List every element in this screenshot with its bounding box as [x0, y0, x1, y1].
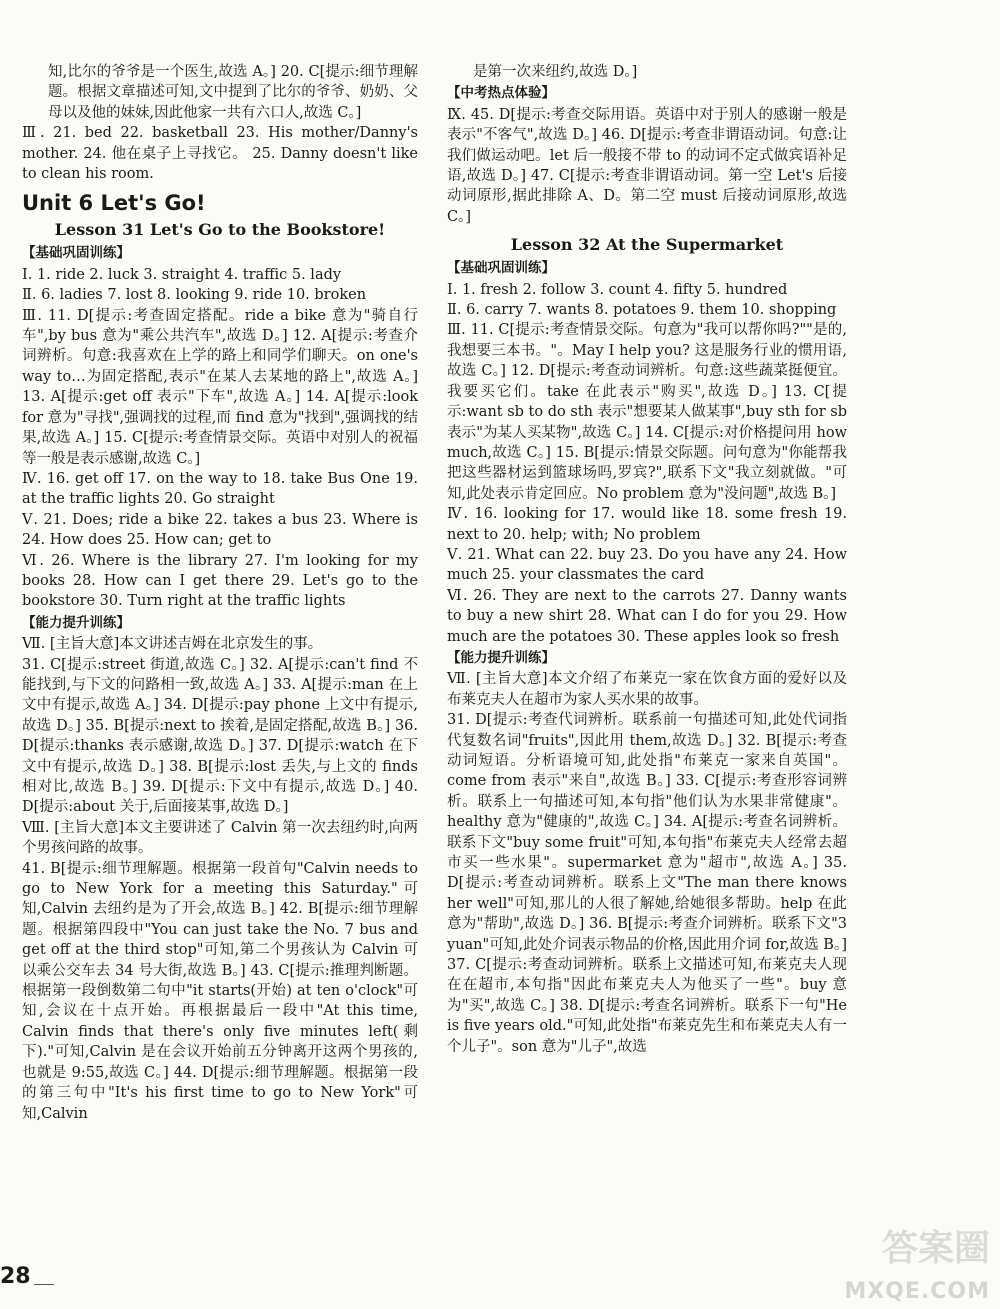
- paragraph: Ⅲ. 11. D[提示:考查固定搭配。ride a bike 意为"骑自行车",by bus 意为"乘公共汽车",故选 D。] 12. A[提示:考查介词辨析。句意:我喜欢在上学的路上和同学们聊天。on one's way to…为固定搭配,表示"在某人去某地的路上",故选 A。] 13. A[提示:get off 表示"下车",故选 A。] 14. A[提示:look for 意为"寻找",强调找的过程,而 find 意为"找到",强调找的结果,故选 A。] 15. C[提示:考查情景交际。英语中对别人的祝福等一般是表示感谢,故选 C。]: [22, 307, 418, 467]
- unit-title: Unit 6 Let's Go!: [22, 191, 206, 216]
- paragraph: Ⅳ. 16. get off 17. on the way to 18. take Bus One 19. at the traffic lights 20. Go straight: [22, 470, 418, 508]
- paragraph: Ⅸ. 45. D[提示:考查交际用语。英语中对于别人的感谢一般是表示"不客气",故选 D。] 46. D[提示:考查非谓语动词。句意:让我们做运动吧。let 后一般接不带 to 的动词不定式做宾语补足语,故选 D。] 47. C[提示:考查非谓语动词。第一空 Let's 后接动词原形,据此排除 A、D。第二空 must 后接动词原形,故选 C。]: [447, 106, 847, 225]
- paragraph: Ⅱ. 6. ladies 7. lost 8. looking 9. ride 10. broken: [22, 287, 367, 304]
- watermark-site: MXQE.COM: [844, 1279, 990, 1304]
- watermark-logo: [836, 1218, 996, 1306]
- paragraph: Ⅶ. [主旨大意]本文讲述吉姆在北京发生的事。: [22, 636, 323, 653]
- footer-rule: [34, 1284, 54, 1285]
- paragraph: Ⅴ. 21. Does; ride a bike 22. takes a bus 23. Where is 24. How does 25. How can; get to: [22, 511, 418, 549]
- paragraph: Ⅴ. 21. What can 22. buy 23. Do you have any 24. How much 25. your classmates the card: [447, 546, 847, 584]
- paragraph: Ⅷ. [主旨大意]本文主要讲述了 Calvin 第一次去纽约时,向两个男孩问路的故事。: [22, 819, 418, 857]
- section-heading: 【基础巩固训练】: [22, 245, 130, 262]
- page-number: 28: [0, 1264, 31, 1289]
- watermark-mark: 答案圈: [881, 1228, 990, 1269]
- paragraph: Ⅱ. 6. carry 7. wants 8. potatoes 9. them 10. shopping: [447, 302, 837, 319]
- paragraph: Ⅵ. 26. Where is the library 27. I'm looking for my books 28. How can I get there 29. Let's go to the bookstore 30. Turn right at the traffic lights: [22, 552, 418, 610]
- paragraph: Ⅲ. 11. C[提示:考查情景交际。句意为"我可以帮你吗?""是的,我想要三本书。"。May I help you? 这是服务行业的惯用语,故选 C。] 12. D[提示:考查动词辨析。句意:这些蔬菜挺便宜。我要买它们。take 在此表示"购买",故选 D。] 13. C[提示:want sb to do sth 表示"想要某人做某事",buy sth for sb 表示"为某人买某物",故选 C。] 14. C[提示:对价格提问用 how much,故选 C。] 15. B[提示:情景交际题。问句意为"你能帮我把这些器材运到篮球场吗,罗宾?",联系下文"我立刻就做。"可知,此处表示肯定回应。No problem 意为"没问题",故选 B。]: [447, 322, 847, 502]
- paragraph: Ⅰ. 1. fresh 2. follow 3. count 4. fifty 5. hundred: [447, 281, 788, 298]
- paragraph: 41. B[提示:细节理解题。根据第一段首句"Calvin needs to go to New York for a meeting this Saturday."可知,Calvin 去纽约是为了开会,故选 B。] 42. B[提示:细节理解题。根据第四段中"You can just take the No. 7 bus and get off at the third stop"可知,第二个男孩认为 Calvin 可以乘公交车去 34 号大街,故选 B。] 43. C[提示:推理判断题。根据第一段倒数第二句中"it starts(开始) at ten o'clock"可知,会议在十点开始。再根据最后一段中"At this time, Calvin finds that there's only five minutes left(剩下)."可知,Calvin 是在会议开始前五分钟离开这两个男孩的,也就是 9:55,故选 C。] 44. D[提示:细节理解题。根据第一段的第三句中"It's his first time to go to New York"可知,Calvin: [22, 860, 418, 1122]
- paragraph: 31. C[提示:street 街道,故选 C。] 32. A[提示:can't find 不能找到,与下文的问路相一致,故选 A。] 33. A[提示:man 在上文中有提示,故选 A。] 34. D[提示:pay phone 上文中有提示,故选 D。] 35. B[提示:next to 挨着,是固定搭配,故选 B。] 36. D[提示:thanks 表示感谢,故选 D。] 37. D[提示:watch 在下文中有提示,故选 D。] 38. B[提示:lost 丢失,与上文的 finds 相对比,故选 B。] 39. D[提示:下文中有提示,故选 D。] 40. D[提示:about 关于,后面接某事,故选 D。]: [22, 656, 418, 816]
- paragraph: Ⅳ. 16. looking for 17. would like 18. some fresh 19. next to 20. help; with; No problem: [447, 506, 847, 543]
- paragraph: 知,比尔的爷爷是一个医生,故选 A。] 20. C[提示:细节理解题。根据文章描述可知,文中提到了比尔的爷爷、奶奶、父母以及他的妹妹,因此他家一共有六口人,故选 C。]: [48, 64, 418, 121]
- section-heading: 【能力提升训练】: [447, 649, 555, 666]
- left-column: [22, 62, 418, 1124]
- section-heading: 【中考热点体验】: [447, 85, 555, 102]
- paragraph: 31. D[提示:考查代词辨析。联系前一句描述可知,此处代词指代复数名词"fruits",因此用 them,故选 D。] 32. B[提示:考查动词短语。分析语境可知,此处指"布莱克一家来自英国"。come from 表示"来自",故选 B。] 33. C[提示:考查形容词辨析。联系上一句描述可知,本句指"他们认为水果非常健康"。healthy 意为"健康的",故选 C。] 34. A[提示:考查名词辨析。联系下文"buy some fruit"可知,本句指"布莱克夫人经常去超市买一些水果"。supermarket 意为"超市",故选 A。] 35. D[提示:考查动词辨析。联系上文"The man there knows her well"可知,那儿的人很了解她,给她很多帮助。help 在此意为"帮助",故选 D。] 36. B[提示:考查介词辨析。联系下文"3 yuan"可知,此处介词表示物品的价格,因此用介词 for,故选 B。] 37. C[提示:考查动词辨析。联系上文描述可知,布莱克夫人现在在超市,本句指"因此布莱克夫人为他买了一些"。buy 意为"买",故选 C。] 38. D[提示:考查名词辨析。联系下一句"He is five years old."可知,此处指"布莱克先生和布莱克夫人有一个儿子"。son 意为"儿子",故选: [447, 712, 847, 1055]
- paragraph: 是第一次来纽约,故选 D。]: [473, 64, 638, 80]
- lesson-title: Lesson 32 At the Supermarket: [510, 235, 784, 255]
- paragraph: Ⅶ. [主旨大意]本文介绍了布莱克一家在饮食方面的爱好以及布莱克夫人在超市为家人买水果的故事。: [447, 671, 847, 708]
- section-heading: 【基础巩固训练】: [447, 260, 555, 277]
- paragraph: Ⅲ. 21. bed 22. basketball 23. His mother/Danny's mother. 24. 他在桌子上寻找它。 25. Danny doesn't like to clean his room.: [22, 125, 418, 183]
- lesson-title: Lesson 31 Let's Go to the Bookstore!: [54, 220, 386, 240]
- right-column: [447, 62, 847, 1057]
- paragraph: Ⅰ. 1. ride 2. luck 3. straight 4. traffic 5. lady: [22, 266, 342, 283]
- section-heading: 【能力提升训练】: [22, 614, 130, 631]
- paragraph: Ⅵ. 26. They are next to the carrots 27. Danny wants to buy a new shirt 28. What can I do for you 29. How much are the potatoes 30. These apples look so fresh: [447, 587, 847, 645]
